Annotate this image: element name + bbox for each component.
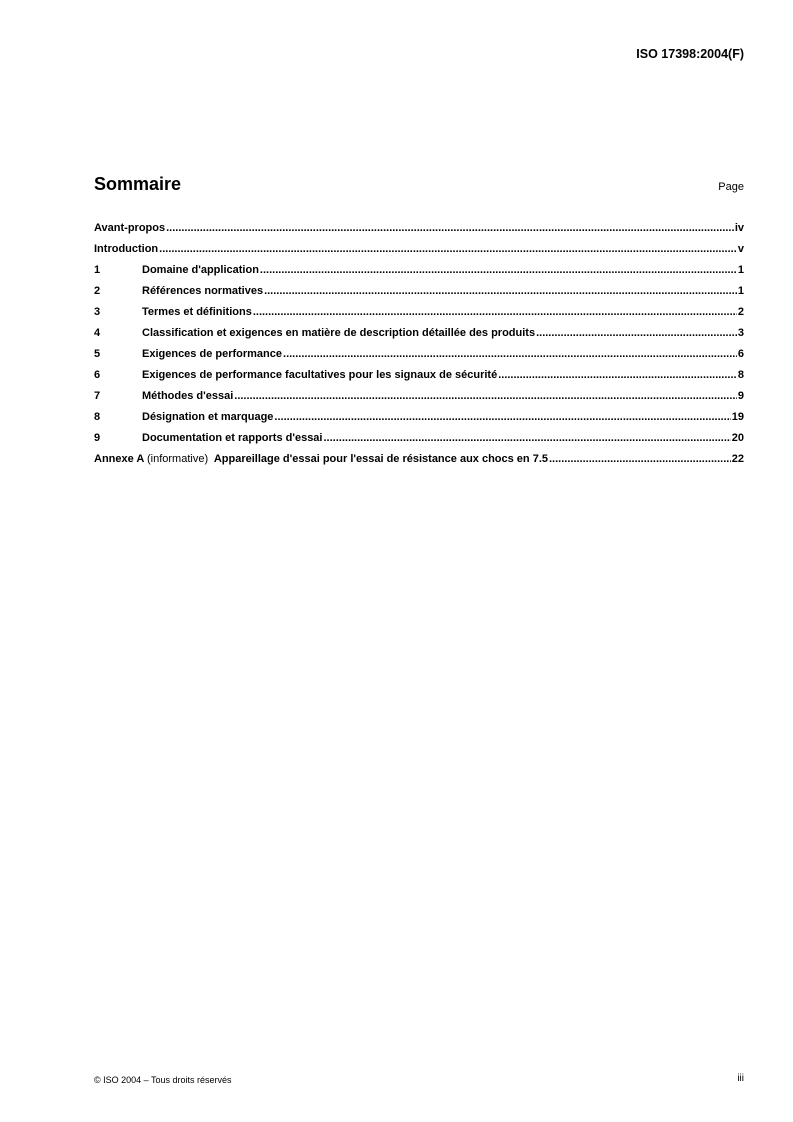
toc-entry-number: 5 — [94, 348, 101, 360]
toc-entry-page: 8 — [737, 369, 744, 381]
toc-entry-text: Avant-propos — [94, 222, 166, 234]
toc-entry-avant-propos[interactable] — [94, 222, 744, 243]
toc-entry-text: Termes et définitions — [142, 306, 252, 318]
footer-page-number: iii — [737, 1073, 744, 1084]
toc-entry-page: iv — [734, 222, 744, 234]
toc-entry-7[interactable] — [94, 390, 744, 411]
toc-entry-text: Domaine d'application — [142, 264, 259, 276]
toc-entry-text: Références normatives — [142, 285, 264, 297]
toc-entry-number: 6 — [94, 369, 101, 381]
dot-leader — [274, 411, 730, 423]
toc-entry-number: 1 — [94, 264, 101, 276]
dot-leader — [549, 453, 731, 465]
toc-entry-page: v — [737, 243, 744, 255]
toc-entry-text: Désignation et marquage — [142, 411, 274, 423]
toc-entry-page: 22 — [731, 453, 744, 465]
toc-page-column-label: Page — [718, 181, 744, 193]
dot-leader — [234, 390, 737, 402]
toc-entry-text: Introduction — [94, 243, 159, 255]
dot-leader — [283, 348, 737, 360]
annex-type: (informative) — [146, 453, 209, 465]
toc-entry-4[interactable] — [94, 327, 744, 348]
toc-entry-text: Documentation et rapports d'essai — [142, 432, 323, 444]
toc-entry-text: Exigences de performance — [142, 348, 283, 360]
document-reference: ISO 17398:2004(F) — [636, 47, 744, 61]
toc-entry-page: 19 — [731, 411, 744, 423]
toc-entry-page: 20 — [731, 432, 744, 444]
footer-copyright: © ISO 2004 – Tous droits réservés — [94, 1075, 232, 1085]
toc-entry-number: 8 — [94, 411, 101, 423]
toc-entry-page: 3 — [737, 327, 744, 339]
toc-entry-introduction[interactable] — [94, 243, 744, 264]
dot-leader — [498, 369, 737, 381]
toc-entry-text: Exigences de performance facultatives pour les signaux de sécurité — [142, 369, 498, 381]
toc-annex-text — [94, 453, 548, 465]
toc-entry-number: 2 — [94, 285, 101, 297]
toc-entry-text: Classification et exigences en matière de description détaillée des produits — [142, 327, 536, 339]
toc-entry-page: 9 — [737, 390, 744, 402]
toc-entry-text: Méthodes d'essai — [142, 390, 234, 402]
toc-entry-number: 4 — [94, 327, 101, 339]
table-of-contents — [94, 222, 744, 474]
toc-entry-5[interactable] — [94, 348, 744, 369]
toc-entry-page: 1 — [737, 285, 744, 297]
dot-leader — [260, 264, 737, 276]
toc-entry-9[interactable] — [94, 432, 744, 453]
annex-label: Annexe A — [94, 453, 144, 465]
dot-leader — [264, 285, 737, 297]
toc-entry-6[interactable] — [94, 369, 744, 390]
toc-entry-number: 9 — [94, 432, 101, 444]
dot-leader — [536, 327, 737, 339]
toc-entry-2[interactable] — [94, 285, 744, 306]
toc-entry-number: 7 — [94, 390, 101, 402]
toc-title: Sommaire — [94, 174, 182, 194]
annex-title: Appareillage d'essai pour l'essai de résistance aux chocs en 7.5 — [213, 453, 548, 465]
dot-leader — [253, 306, 737, 318]
toc-entry-number: 3 — [94, 306, 101, 318]
toc-entry-page: 1 — [737, 264, 744, 276]
toc-entry-page: 2 — [737, 306, 744, 318]
toc-entry-3[interactable] — [94, 306, 744, 327]
toc-entry-page: 6 — [737, 348, 744, 360]
toc-entry-annex-a[interactable] — [94, 453, 744, 474]
dot-leader — [166, 222, 734, 234]
toc-entry-8[interactable] — [94, 411, 744, 432]
toc-entry-1[interactable] — [94, 264, 744, 285]
dot-leader — [324, 432, 731, 444]
dot-leader — [159, 243, 737, 255]
